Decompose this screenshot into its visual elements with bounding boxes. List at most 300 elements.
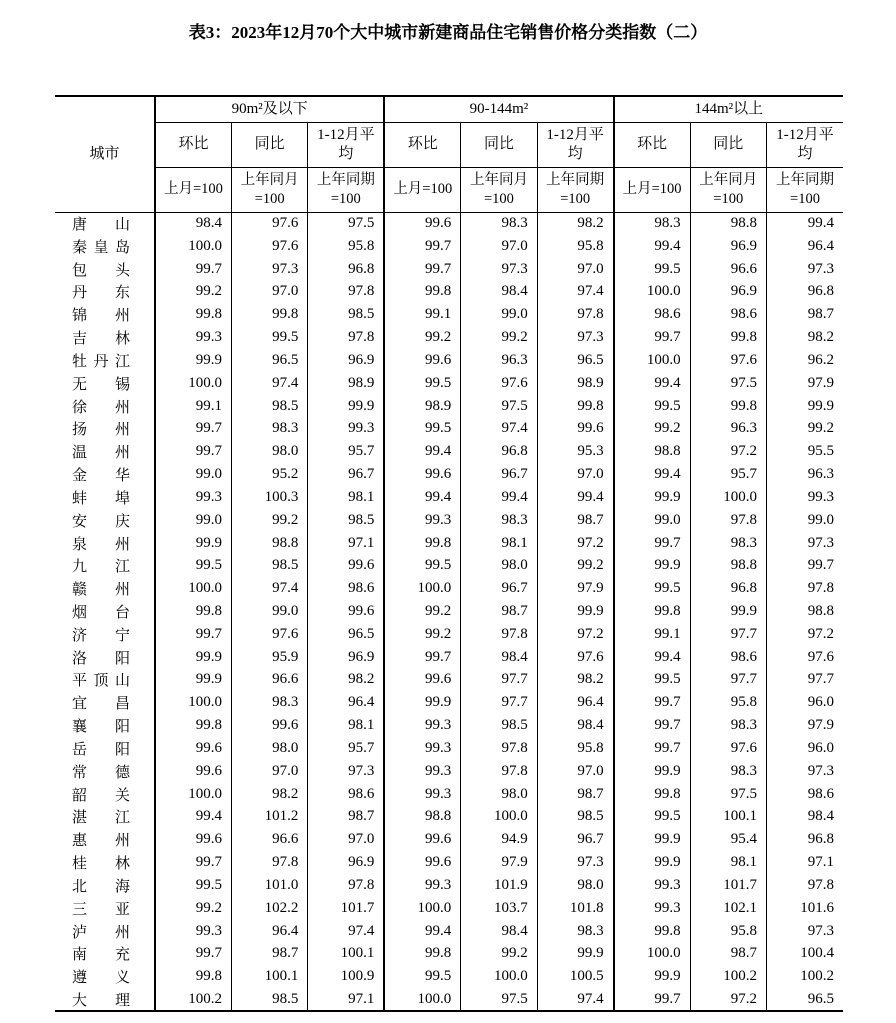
value-cell: 98.1	[308, 486, 384, 509]
city-cell	[55, 920, 155, 943]
value-cell: 101.7	[308, 897, 384, 920]
value-cell: 97.1	[767, 851, 844, 874]
value-cell: 98.4	[537, 714, 613, 737]
value-cell: 97.2	[767, 623, 844, 646]
city-name: 泸州	[72, 924, 130, 941]
value-cell: 97.6	[767, 646, 844, 669]
metric-header-avg: 1-12月平均	[767, 122, 844, 167]
city-name: 岳阳	[72, 741, 130, 758]
value-cell: 96.4	[537, 691, 613, 714]
value-cell: 99.8	[690, 326, 766, 349]
value-cell: 99.7	[155, 851, 231, 874]
value-cell: 98.0	[461, 554, 537, 577]
value-cell: 99.0	[231, 600, 307, 623]
value-cell: 96.6	[231, 828, 307, 851]
value-cell: 99.2	[155, 897, 231, 920]
value-cell: 101.7	[690, 874, 766, 897]
value-cell: 98.5	[537, 806, 613, 829]
value-cell: 98.7	[231, 943, 307, 966]
value-cell: 99.9	[308, 395, 384, 418]
table-row	[55, 600, 843, 623]
value-cell: 100.0	[155, 577, 231, 600]
table-row	[55, 897, 843, 920]
value-cell: 99.9	[614, 851, 690, 874]
metric-header-yoy: 同比	[231, 122, 307, 167]
city-cell	[55, 280, 155, 303]
value-cell: 98.5	[308, 509, 384, 532]
city-cell	[55, 554, 155, 577]
value-cell: 99.8	[155, 714, 231, 737]
city-name: 泉州	[72, 536, 130, 553]
value-cell: 100.1	[690, 806, 766, 829]
table-row	[55, 417, 843, 440]
city-name: 北海	[72, 878, 130, 895]
table-row	[55, 463, 843, 486]
table-row	[55, 349, 843, 372]
value-cell: 95.8	[537, 235, 613, 258]
value-cell: 99.0	[155, 463, 231, 486]
value-cell: 97.8	[767, 874, 844, 897]
value-cell: 100.5	[537, 965, 613, 988]
value-cell: 95.4	[690, 828, 766, 851]
value-cell: 97.6	[690, 737, 766, 760]
value-cell: 96.7	[461, 577, 537, 600]
value-cell: 97.4	[231, 577, 307, 600]
city-name: 济宁	[72, 627, 130, 644]
value-cell: 97.7	[461, 669, 537, 692]
value-cell: 99.8	[537, 395, 613, 418]
value-cell: 99.5	[614, 577, 690, 600]
value-cell: 99.6	[384, 851, 460, 874]
base-header-prev-month: 上月=100	[384, 167, 460, 212]
city-name: 湛江	[72, 810, 130, 827]
value-cell: 99.3	[384, 737, 460, 760]
value-cell: 97.8	[231, 851, 307, 874]
value-cell: 99.9	[155, 532, 231, 555]
value-cell: 99.3	[308, 417, 384, 440]
value-cell: 99.8	[614, 920, 690, 943]
metric-header-row	[55, 122, 843, 167]
value-cell: 97.2	[537, 532, 613, 555]
value-cell: 99.7	[767, 554, 844, 577]
value-cell: 97.8	[308, 326, 384, 349]
value-cell: 98.8	[690, 554, 766, 577]
value-cell: 102.2	[231, 897, 307, 920]
city-cell	[55, 943, 155, 966]
value-cell: 99.4	[767, 212, 844, 235]
value-cell: 98.6	[614, 303, 690, 326]
group-header-144-above: 144m²以上	[614, 96, 843, 122]
city-cell	[55, 212, 155, 235]
table-row	[55, 714, 843, 737]
value-cell: 100.0	[461, 806, 537, 829]
value-cell: 95.5	[767, 440, 844, 463]
value-cell: 98.5	[461, 714, 537, 737]
value-cell: 95.7	[308, 737, 384, 760]
value-cell: 99.0	[614, 509, 690, 532]
value-cell: 99.7	[614, 737, 690, 760]
value-cell: 99.3	[155, 326, 231, 349]
value-cell: 99.8	[155, 965, 231, 988]
city-name: 牡丹江	[72, 353, 130, 370]
value-cell: 99.6	[384, 828, 460, 851]
table-row	[55, 235, 843, 258]
city-cell	[55, 965, 155, 988]
value-cell: 96.9	[690, 280, 766, 303]
value-cell: 99.4	[614, 646, 690, 669]
value-cell: 98.0	[231, 440, 307, 463]
value-cell: 99.6	[155, 737, 231, 760]
city-name: 桂林	[72, 856, 130, 873]
table-row	[55, 920, 843, 943]
value-cell: 97.9	[537, 577, 613, 600]
value-cell: 99.3	[384, 760, 460, 783]
value-cell: 96.9	[690, 235, 766, 258]
value-cell: 95.8	[690, 691, 766, 714]
table-row	[55, 737, 843, 760]
value-cell: 97.5	[461, 988, 537, 1011]
value-cell: 100.0	[690, 486, 766, 509]
value-cell: 98.3	[231, 417, 307, 440]
value-cell: 98.8	[384, 806, 460, 829]
city-cell	[55, 372, 155, 395]
value-cell: 99.4	[614, 372, 690, 395]
city-cell	[55, 463, 155, 486]
base-header-same-period-last-year: 上年同期=100	[767, 167, 844, 212]
value-cell: 99.6	[537, 417, 613, 440]
value-cell: 97.4	[537, 988, 613, 1011]
value-cell: 97.4	[461, 417, 537, 440]
value-cell: 95.7	[690, 463, 766, 486]
value-cell: 97.6	[231, 212, 307, 235]
city-name: 扬州	[72, 422, 130, 439]
city-cell	[55, 395, 155, 418]
value-cell: 100.0	[614, 943, 690, 966]
city-cell	[55, 623, 155, 646]
value-cell: 99.5	[155, 554, 231, 577]
city-cell	[55, 874, 155, 897]
city-name: 丹东	[72, 285, 130, 302]
metric-header-yoy: 同比	[461, 122, 537, 167]
base-header-same-month-last-year: 上年同月=100	[231, 167, 307, 212]
city-name: 金华	[72, 468, 130, 485]
value-cell: 98.8	[614, 440, 690, 463]
value-cell: 99.3	[384, 783, 460, 806]
value-cell: 98.9	[537, 372, 613, 395]
city-cell	[55, 988, 155, 1011]
city-name: 秦皇岛	[72, 239, 130, 256]
city-cell	[55, 851, 155, 874]
city-cell	[55, 897, 155, 920]
value-cell: 98.4	[767, 806, 844, 829]
city-name: 大理	[72, 992, 130, 1009]
page-title: 表3：2023年12月70个大中城市新建商品住宅销售价格分类指数（二）	[188, 23, 708, 42]
value-cell: 96.7	[461, 463, 537, 486]
value-cell: 99.4	[384, 440, 460, 463]
price-index-table	[55, 95, 843, 1012]
value-cell: 99.5	[384, 372, 460, 395]
value-cell: 101.8	[537, 897, 613, 920]
value-cell: 98.5	[231, 395, 307, 418]
value-cell: 96.8	[461, 440, 537, 463]
value-cell: 94.9	[461, 828, 537, 851]
value-cell: 99.2	[155, 280, 231, 303]
table-row	[55, 760, 843, 783]
value-cell: 95.8	[690, 920, 766, 943]
value-cell: 98.4	[155, 212, 231, 235]
value-cell: 95.7	[308, 440, 384, 463]
value-cell: 100.2	[155, 988, 231, 1011]
value-cell: 96.6	[231, 669, 307, 692]
city-name: 温州	[72, 445, 130, 462]
value-cell: 99.3	[384, 714, 460, 737]
value-cell: 98.9	[308, 372, 384, 395]
base-header-prev-month: 上月=100	[155, 167, 231, 212]
table-row	[55, 874, 843, 897]
city-column-header: 城市	[55, 96, 155, 212]
value-cell: 99.3	[384, 874, 460, 897]
value-cell: 98.7	[461, 600, 537, 623]
table-row	[55, 326, 843, 349]
value-cell: 99.2	[384, 623, 460, 646]
value-cell: 99.8	[614, 600, 690, 623]
value-cell: 97.4	[308, 920, 384, 943]
city-cell	[55, 600, 155, 623]
value-cell: 98.4	[461, 280, 537, 303]
value-cell: 97.8	[537, 303, 613, 326]
city-cell	[55, 646, 155, 669]
table-row	[55, 509, 843, 532]
value-cell: 98.8	[231, 532, 307, 555]
table-row	[55, 851, 843, 874]
value-cell: 95.8	[308, 235, 384, 258]
value-cell: 99.4	[614, 235, 690, 258]
value-cell: 99.7	[155, 258, 231, 281]
value-cell: 99.5	[614, 806, 690, 829]
value-cell: 97.2	[690, 440, 766, 463]
city-name: 惠州	[72, 833, 130, 850]
metric-header-mom: 环比	[155, 122, 231, 167]
value-cell: 97.8	[461, 737, 537, 760]
table-row	[55, 440, 843, 463]
city-cell	[55, 509, 155, 532]
city-cell	[55, 417, 155, 440]
value-cell: 99.7	[155, 440, 231, 463]
value-cell: 99.2	[767, 417, 844, 440]
value-cell: 98.7	[308, 806, 384, 829]
value-cell: 99.1	[384, 303, 460, 326]
city-name: 徐州	[72, 399, 130, 416]
value-cell: 96.7	[537, 828, 613, 851]
value-cell: 98.8	[767, 600, 844, 623]
value-cell: 98.2	[537, 669, 613, 692]
value-cell: 99.9	[155, 669, 231, 692]
value-cell: 96.0	[767, 691, 844, 714]
value-cell: 96.8	[308, 258, 384, 281]
value-cell: 95.3	[537, 440, 613, 463]
value-cell: 99.7	[155, 943, 231, 966]
value-cell: 97.0	[537, 463, 613, 486]
group-header-row	[55, 96, 843, 122]
value-cell: 97.7	[690, 623, 766, 646]
value-cell: 96.5	[537, 349, 613, 372]
base-header-same-period-last-year: 上年同期=100	[537, 167, 613, 212]
city-name: 赣州	[72, 582, 130, 599]
table-header	[55, 96, 843, 212]
value-cell: 98.1	[690, 851, 766, 874]
table-row	[55, 943, 843, 966]
value-cell: 98.3	[614, 212, 690, 235]
city-cell	[55, 532, 155, 555]
table-row	[55, 965, 843, 988]
value-cell: 100.0	[155, 235, 231, 258]
city-cell	[55, 326, 155, 349]
value-cell: 99.9	[614, 554, 690, 577]
value-cell: 99.3	[614, 874, 690, 897]
value-cell: 101.6	[767, 897, 844, 920]
city-cell	[55, 783, 155, 806]
value-cell: 98.4	[461, 920, 537, 943]
value-cell: 100.4	[767, 943, 844, 966]
metric-header-avg: 1-12月平均	[537, 122, 613, 167]
city-cell	[55, 577, 155, 600]
value-cell: 99.9	[155, 646, 231, 669]
table-row	[55, 828, 843, 851]
table-row	[55, 646, 843, 669]
city-name: 洛阳	[72, 650, 130, 667]
value-cell: 103.7	[461, 897, 537, 920]
value-cell: 99.5	[614, 669, 690, 692]
value-cell: 95.2	[231, 463, 307, 486]
value-cell: 101.0	[231, 874, 307, 897]
value-cell: 97.4	[537, 280, 613, 303]
value-cell: 97.6	[461, 372, 537, 395]
value-cell: 96.2	[767, 349, 844, 372]
value-cell: 98.3	[690, 760, 766, 783]
value-cell: 99.8	[690, 395, 766, 418]
value-cell: 98.5	[231, 988, 307, 1011]
value-cell: 100.0	[384, 897, 460, 920]
value-cell: 97.5	[308, 212, 384, 235]
value-cell: 100.9	[308, 965, 384, 988]
group-header-90-144: 90-144m²	[384, 96, 613, 122]
value-cell: 99.1	[614, 623, 690, 646]
value-cell: 97.8	[308, 874, 384, 897]
value-cell: 99.2	[384, 326, 460, 349]
city-name: 九江	[72, 559, 130, 576]
value-cell: 99.6	[384, 349, 460, 372]
value-cell: 97.8	[690, 509, 766, 532]
base-header-prev-month: 上月=100	[614, 167, 690, 212]
value-cell: 99.2	[384, 600, 460, 623]
value-cell: 99.4	[614, 463, 690, 486]
value-cell: 99.9	[614, 965, 690, 988]
value-cell: 99.7	[614, 326, 690, 349]
value-cell: 99.0	[461, 303, 537, 326]
value-cell: 99.8	[384, 532, 460, 555]
value-cell: 96.6	[690, 258, 766, 281]
value-cell: 97.7	[461, 691, 537, 714]
city-cell	[55, 828, 155, 851]
value-cell: 98.7	[690, 943, 766, 966]
value-cell: 97.3	[537, 326, 613, 349]
city-cell	[55, 737, 155, 760]
value-cell: 98.5	[308, 303, 384, 326]
value-cell: 97.6	[231, 235, 307, 258]
base-header-same-month-last-year: 上年同月=100	[690, 167, 766, 212]
value-cell: 96.9	[308, 851, 384, 874]
table-row	[55, 623, 843, 646]
value-cell: 99.2	[461, 326, 537, 349]
city-name: 唐山	[72, 217, 130, 234]
table-body	[55, 212, 843, 1011]
city-name: 宜昌	[72, 696, 130, 713]
value-cell: 99.3	[614, 897, 690, 920]
value-cell: 100.2	[767, 965, 844, 988]
value-cell: 99.9	[614, 760, 690, 783]
table-row	[55, 691, 843, 714]
value-cell: 99.9	[614, 828, 690, 851]
value-cell: 99.3	[384, 509, 460, 532]
value-cell: 100.0	[384, 988, 460, 1011]
value-cell: 99.8	[384, 943, 460, 966]
value-cell: 96.4	[231, 920, 307, 943]
value-cell: 100.0	[461, 965, 537, 988]
value-cell: 100.0	[614, 280, 690, 303]
value-cell: 100.0	[155, 372, 231, 395]
value-cell: 97.3	[767, 258, 844, 281]
value-cell: 97.3	[308, 760, 384, 783]
value-cell: 97.3	[231, 258, 307, 281]
value-cell: 97.2	[537, 623, 613, 646]
value-cell: 95.9	[231, 646, 307, 669]
table-row	[55, 554, 843, 577]
value-cell: 95.8	[537, 737, 613, 760]
value-cell: 97.9	[461, 851, 537, 874]
table-row	[55, 372, 843, 395]
value-cell: 99.6	[308, 600, 384, 623]
value-cell: 99.4	[384, 920, 460, 943]
value-cell: 98.2	[308, 669, 384, 692]
value-cell: 99.9	[614, 486, 690, 509]
value-cell: 98.3	[461, 509, 537, 532]
city-name: 烟台	[72, 604, 130, 621]
value-cell: 96.3	[767, 463, 844, 486]
value-cell: 99.8	[384, 280, 460, 303]
value-cell: 99.2	[461, 943, 537, 966]
value-cell: 96.4	[767, 235, 844, 258]
value-cell: 98.6	[308, 577, 384, 600]
value-cell: 97.8	[767, 577, 844, 600]
value-cell: 99.4	[384, 486, 460, 509]
value-cell: 98.1	[461, 532, 537, 555]
city-name: 遵义	[72, 970, 130, 987]
value-cell: 96.7	[308, 463, 384, 486]
value-cell: 99.9	[537, 943, 613, 966]
value-cell: 99.6	[155, 828, 231, 851]
value-cell: 98.2	[231, 783, 307, 806]
value-cell: 99.5	[231, 326, 307, 349]
value-cell: 97.0	[461, 235, 537, 258]
value-cell: 98.6	[690, 646, 766, 669]
value-cell: 98.7	[767, 303, 844, 326]
value-cell: 99.7	[155, 417, 231, 440]
value-cell: 99.6	[384, 212, 460, 235]
city-name: 锦州	[72, 308, 130, 325]
value-cell: 97.3	[767, 532, 844, 555]
metric-header-mom: 环比	[614, 122, 690, 167]
value-cell: 98.3	[690, 714, 766, 737]
